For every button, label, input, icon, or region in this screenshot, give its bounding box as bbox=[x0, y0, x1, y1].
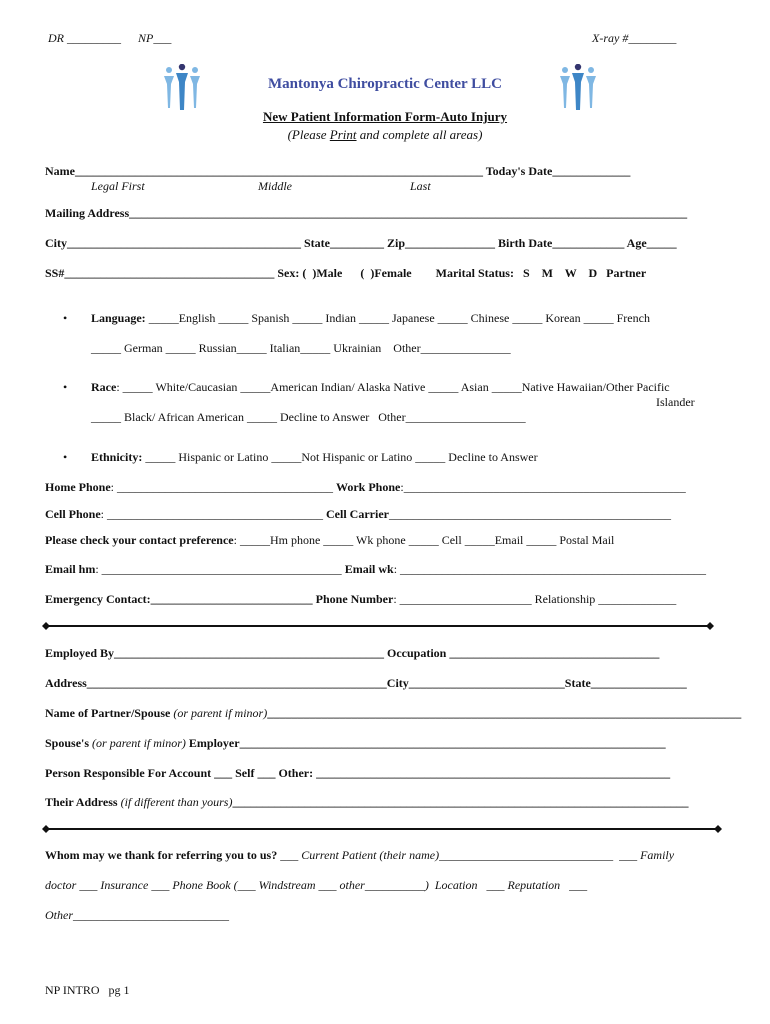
email-wk-label: Email wk bbox=[344, 562, 394, 576]
spouse-row[interactable] bbox=[45, 736, 666, 750]
work-phone-field[interactable]: :_______________________________________________ bbox=[400, 480, 686, 494]
form-subtitle bbox=[0, 127, 770, 143]
responsible-field[interactable]: Person Responsible For Account ___ Self ___ Other: ___________________________________________________________ bbox=[45, 766, 671, 780]
cell-phone-label: Cell Phone bbox=[45, 507, 101, 521]
contact-pref-options[interactable]: : _____Hm phone _____ Wk phone _____ Cell _____Email _____ Postal Mail bbox=[233, 533, 615, 547]
spouse-paren: (or parent if minor) bbox=[89, 736, 189, 750]
their-address-field[interactable]: ____________________________________________________________________________ bbox=[232, 795, 689, 809]
referral-label: Whom may we thank for referring you to us? bbox=[45, 848, 278, 862]
email-row[interactable] bbox=[45, 562, 706, 576]
language-row[interactable] bbox=[91, 311, 650, 325]
race-islander: Islander bbox=[656, 395, 695, 409]
diamond-line-icon bbox=[42, 823, 722, 835]
page-footer: NP INTRO pg 1 bbox=[45, 983, 130, 997]
contact-pref-row[interactable] bbox=[45, 533, 614, 547]
emergency-label: Emergency Contact: bbox=[45, 592, 151, 606]
dr-field[interactable]: DR _________ bbox=[48, 31, 121, 45]
np-field[interactable]: NP___ bbox=[138, 31, 172, 45]
partner-label: Name of Partner/Spouse bbox=[45, 706, 171, 720]
ethnicity-row[interactable] bbox=[91, 450, 538, 464]
subtitle-post: and complete all areas) bbox=[356, 127, 483, 142]
race-label: Race bbox=[91, 380, 117, 394]
ethnicity-label: Ethnicity: bbox=[91, 450, 143, 464]
bullet-icon: • bbox=[63, 380, 68, 394]
cell-carrier-label: Cell Carrier bbox=[326, 507, 389, 521]
ethnicity-options[interactable]: _____ Hispanic or Latino _____Not Hispanic or Latino _____ Decline to Answer bbox=[142, 450, 538, 464]
ss-sex-marital-field[interactable]: SS#___________________________________ Sex: ( )Male ( )Female Marital Status: S M W D Partner bbox=[45, 266, 647, 280]
referral-options-2[interactable]: doctor ___ Insurance ___ Phone Book (___ Windstream ___ other__________) Location ___ Reputation ___ bbox=[45, 878, 588, 892]
their-address-label: Their Address bbox=[45, 795, 118, 809]
cell-row[interactable] bbox=[45, 507, 671, 521]
partner-paren: (or parent if minor) bbox=[170, 706, 268, 720]
form-title: New Patient Information Form-Auto Injury bbox=[262, 109, 508, 124]
partner-row[interactable] bbox=[45, 706, 741, 720]
subtitle-pre: (Please bbox=[287, 127, 330, 142]
referral-row[interactable] bbox=[45, 848, 674, 862]
clinic-name: Mantonya Chiropractic Center LLC bbox=[267, 76, 502, 92]
subtitle-print: Print bbox=[329, 127, 357, 142]
language-options-1[interactable]: _____English _____ Spanish _____ Indian _____ Japanese _____ Chinese _____ Korean _____ French bbox=[145, 311, 650, 325]
race-row[interactable] bbox=[91, 380, 670, 394]
city-state-zip-field[interactable]: City_______________________________________ State_________ Zip_______________ Birth Date____________ Age_____ bbox=[45, 236, 677, 250]
language-options-2[interactable]: _____ German _____ Russian_____ Italian_____ Ukrainian Other_______________ bbox=[91, 341, 511, 355]
work-phone-label: Work Phone bbox=[336, 480, 401, 494]
their-address-row[interactable] bbox=[45, 795, 688, 809]
diamond-line-icon bbox=[42, 620, 714, 632]
name-middle-label: Middle bbox=[258, 179, 292, 193]
email-hm-label: Email hm bbox=[45, 562, 96, 576]
home-phone-field[interactable]: : ____________________________________ bbox=[110, 480, 337, 494]
referral-options-1[interactable]: ___ Current Patient (their name)_____________________________ ___ Family bbox=[277, 848, 675, 862]
bullet-icon: • bbox=[63, 311, 68, 325]
name-field[interactable]: Name____________________________________________________________________ Today's Date_____________ bbox=[45, 164, 631, 178]
xray-field[interactable]: X-ray #________ bbox=[592, 31, 677, 45]
language-label: Language: bbox=[91, 311, 146, 325]
race-options-2[interactable]: _____ Black/ African American _____ Decline to Answer Other____________________ bbox=[91, 410, 526, 424]
phone-row[interactable] bbox=[45, 480, 686, 494]
spouse-label: Spouse's bbox=[45, 736, 90, 750]
emergency-phone-label[interactable]: ___________________________ Phone Number bbox=[150, 592, 394, 606]
cell-phone-field[interactable]: : ____________________________________ bbox=[100, 507, 327, 521]
contact-pref-label: Please check your contact preference bbox=[45, 533, 234, 547]
race-options-1[interactable]: : _____ White/Caucasian _____American Indian/ Alaska Native _____ Asian _____Native Hawaiian/Other Pacific bbox=[116, 380, 670, 394]
home-phone-label: Home Phone bbox=[45, 480, 111, 494]
name-last-label: Last bbox=[410, 179, 431, 193]
mailing-address-field[interactable]: Mailing Address_____________________________________________________________________________________________ bbox=[45, 206, 688, 220]
employed-by-field[interactable]: Employed By_____________________________________________ Occupation ___________________________________ bbox=[45, 646, 660, 660]
their-address-paren: (if different than yours) bbox=[117, 795, 233, 809]
emergency-row[interactable] bbox=[45, 592, 676, 606]
partner-field[interactable]: _______________________________________________________________________________ bbox=[267, 706, 742, 720]
cell-carrier-field[interactable]: _______________________________________________ bbox=[388, 507, 671, 521]
emergency-relationship-field[interactable]: : ______________________ Relationship _____________ bbox=[393, 592, 677, 606]
address-city-state-field[interactable]: Address__________________________________________________City__________________________State________________ bbox=[45, 676, 687, 690]
bullet-icon: • bbox=[63, 450, 68, 464]
email-wk-field[interactable]: : ___________________________________________________ bbox=[393, 562, 707, 576]
name-first-label: Legal First bbox=[91, 179, 145, 193]
referral-other-field[interactable]: Other__________________________ bbox=[45, 908, 229, 922]
spouse-employer-field[interactable]: Employer_______________________________________________________________________ bbox=[188, 736, 666, 750]
email-hm-field[interactable]: : ________________________________________ bbox=[95, 562, 345, 576]
